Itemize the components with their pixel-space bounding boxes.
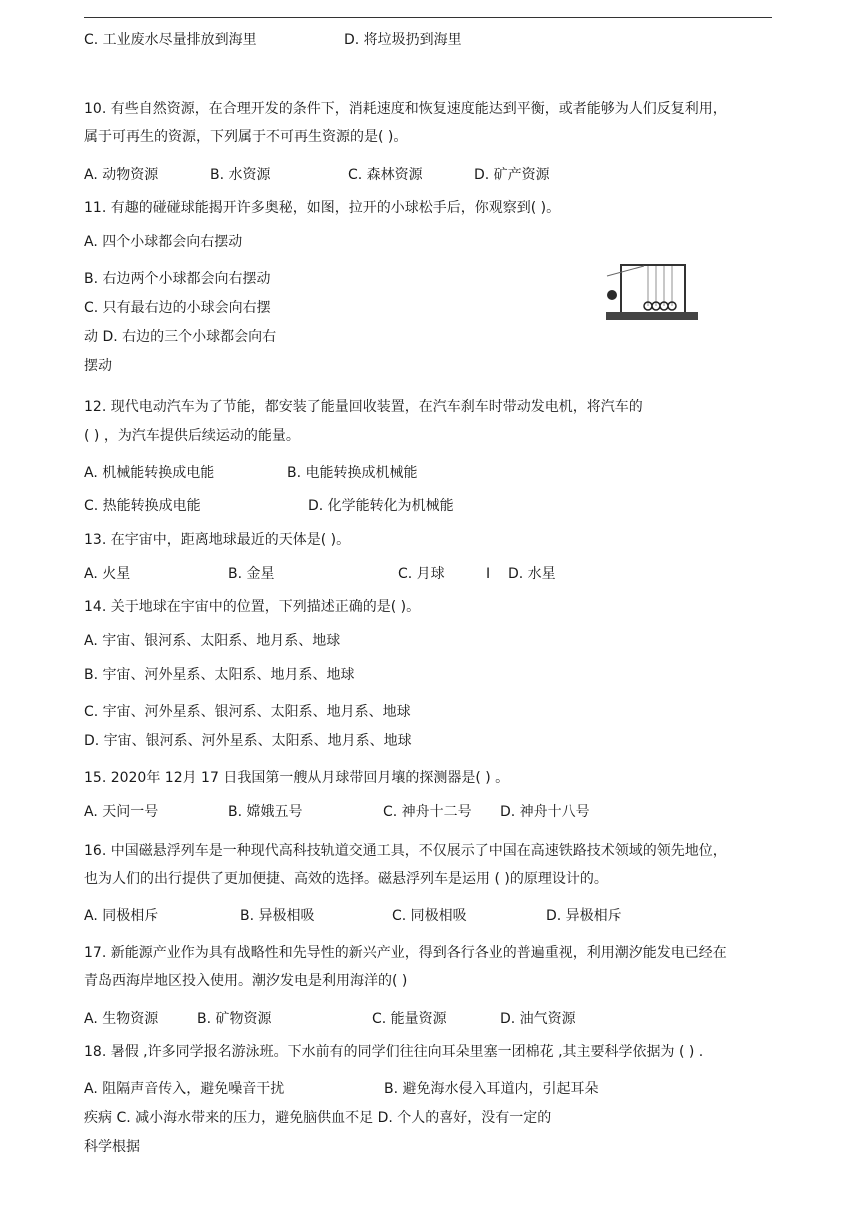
q16-option-b: B. 异极相吸	[240, 908, 315, 924]
q9-option-d: D. 将垃圾扔到海里	[344, 32, 462, 48]
top-rule	[84, 17, 772, 18]
q11-option-c-line1: C. 只有最右边的小球会向右摆	[84, 300, 271, 316]
q15-option-a: A. 天问一号	[84, 804, 159, 820]
q16-option-d: D. 异极相斥	[546, 908, 622, 924]
q15-option-b: B. 嫦娥五号	[228, 804, 303, 820]
q18-options-line2: 疾病 C. 减小海水带来的压力，避免脑供血不足 D. 个人的喜好，没有一定的	[84, 1110, 552, 1126]
q14-option-d: D. 宇宙、银河系、河外星系、太阳系、地月系、地球	[84, 733, 412, 749]
q13-stray-mark: I	[486, 566, 491, 582]
q18-options-line3: 科学根据	[84, 1139, 140, 1155]
q16-option-a: A. 同极相斥	[84, 908, 159, 924]
q10-stem-line2: 属于可再生的资源，下列属于不可再生资源的是( )。	[84, 129, 408, 145]
q14-option-a: A. 宇宙、银河系、太阳系、地月系、地球	[84, 633, 341, 649]
q17-option-b: B. 矿物资源	[197, 1011, 272, 1027]
q15-option-d: D. 神舟十八号	[500, 804, 590, 820]
q17-option-c: C. 能量资源	[372, 1011, 447, 1027]
q17-stem-line2: 青岛西海岸地区投入使用。潮汐发电是利用海洋的( )	[84, 973, 408, 989]
q14-option-b: B. 宇宙、河外星系、太阳系、地月系、地球	[84, 667, 355, 683]
q11-stem: 11. 有趣的碰碰球能揭开许多奥秘，如图，拉开的小球松手后，你观察到( )。	[84, 200, 561, 216]
q10-option-d: D. 矿产资源	[474, 167, 550, 183]
q12-stem-line2: ( ) ，为汽车提供后续运动的能量。	[84, 428, 300, 444]
newtons-cradle-figure	[604, 262, 698, 328]
q11-option-c-line2: 动 D. 右边的三个小球都会向右	[84, 329, 277, 345]
q15-option-c: C. 神舟十二号	[383, 804, 472, 820]
q12-stem-line1: 12. 现代电动汽车为了节能，都安装了能量回收装置，在汽车刹车时带动发电机，将汽车的	[84, 399, 643, 415]
q11-option-a: A. 四个小球都会向右摆动	[84, 234, 243, 250]
q18-stem: 18. 暑假 ,许多同学报名游泳班。下水前有的同学们往往向耳朵里塞一团棉花 ,其主要科学依据为 ( ) .	[84, 1044, 704, 1060]
q18-option-a: A. 阻隔声音传入，避免噪音干扰	[84, 1081, 285, 1097]
q12-option-c: C. 热能转换成电能	[84, 498, 201, 514]
q12-option-a: A. 机械能转换成电能	[84, 465, 215, 481]
q12-option-d: D. 化学能转化为机械能	[308, 498, 454, 514]
q14-stem: 14. 关于地球在宇宙中的位置，下列描述正确的是( )。	[84, 599, 421, 615]
q10-stem-line1: 10. 有些自然资源，在合理开发的条件下，消耗速度和恢复速度能达到平衡，或者能够为人们反复利用，	[84, 101, 727, 117]
q9-option-c: C. 工业废水尽量排放到海里	[84, 32, 257, 48]
q13-option-a: A. 火星	[84, 566, 131, 582]
q17-option-a: A. 生物资源	[84, 1011, 159, 1027]
q11-option-b: B. 右边两个小球都会向右摆动	[84, 271, 271, 287]
q16-option-c: C. 同极相吸	[392, 908, 467, 924]
q13-stem: 13. 在宇宙中，距离地球最近的天体是( )。	[84, 532, 351, 548]
q13-option-d: D. 水星	[508, 566, 556, 582]
q13-option-c: C. 月球	[398, 566, 445, 582]
q17-option-d: D. 油气资源	[500, 1011, 576, 1027]
q13-option-b: B. 金星	[228, 566, 275, 582]
q10-option-b: B. 水资源	[210, 167, 271, 183]
q10-option-a: A. 动物资源	[84, 167, 159, 183]
q15-stem: 15. 2020年 12月 17 日我国第一艘从月球带回月壤的探测器是( ) 。	[84, 770, 510, 786]
q16-stem-line1: 16. 中国磁悬浮列车是一种现代高科技轨道交通工具，不仅展示了中国在高速铁路技术领域的领先地位，	[84, 843, 727, 859]
q10-option-c: C. 森林资源	[348, 167, 423, 183]
q16-stem-line2: 也为人们的出行提供了更加便捷、高效的选择。磁悬浮列车是运用 ( )的原理设计的。	[84, 871, 608, 887]
q17-stem-line1: 17. 新能源产业作为具有战略性和先导性的新兴产业，得到各行各业的普遍重视，利用潮汐能发电已经在	[84, 945, 727, 961]
q12-option-b: B. 电能转换成机械能	[287, 465, 418, 481]
q14-option-c: C. 宇宙、河外星系、银河系、太阳系、地月系、地球	[84, 704, 411, 720]
q18-option-b: B. 避免海水侵入耳道内，引起耳朵	[384, 1081, 599, 1097]
q11-option-d-line3: 摆动	[84, 358, 112, 374]
